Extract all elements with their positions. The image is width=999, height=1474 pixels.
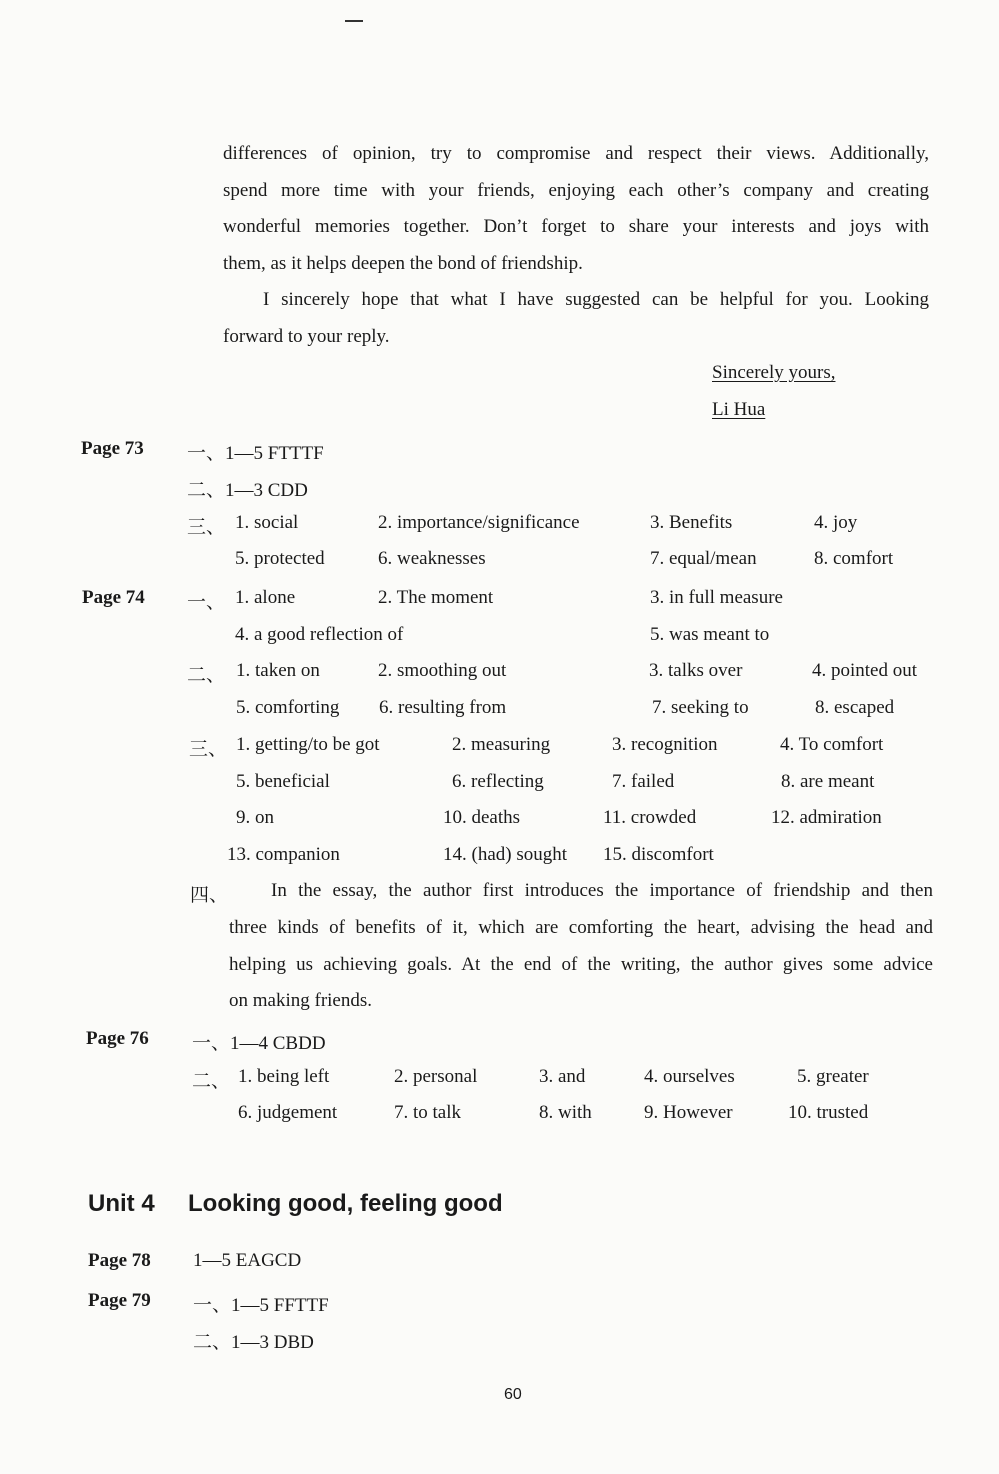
answer-item: 8. are meant [781, 771, 875, 792]
answer-line: 二、1—3 DBD [193, 1332, 314, 1353]
answer-line: 一、1—4 CBDD [192, 1033, 326, 1054]
summary-line: helping us achieving goals. At the end of the writing, the author gives some advice [229, 954, 933, 975]
unit-number: Unit 4 [88, 1190, 155, 1217]
page-number: 60 [504, 1386, 522, 1403]
answer-item: 1. taken on [236, 660, 320, 681]
answer-item: 4. pointed out [812, 660, 918, 681]
answer-item: 9. on [236, 807, 274, 828]
answer-item: 2. personal [394, 1066, 478, 1087]
summary-line: three kinds of benefits of it, which are comforting the heart, advising the head and [229, 917, 933, 938]
answer-item: 14. (had) sought [443, 844, 568, 865]
answer-item: 5. was meant to [650, 624, 770, 645]
letter-line: I sincerely hope that what I have suggested can be helpful for you. Looking [263, 289, 929, 310]
answer-line: 1—5 EAGCD [193, 1250, 302, 1271]
answer-item: 3. Benefits [650, 512, 733, 533]
answer-item: 8. comfort [814, 548, 894, 569]
summary-line: on making friends. [229, 990, 373, 1011]
answer-item: 1. social [235, 512, 299, 533]
page-label: Page 73 [81, 438, 144, 459]
letter-line: differences of opinion, try to compromise and respect their views. Additionally, [223, 143, 929, 164]
answer-item: 10. trusted [788, 1102, 869, 1123]
answer-item: 6. judgement [238, 1102, 338, 1123]
answer-line: 一、1—5 FTTTF [187, 443, 324, 464]
answer-item: 6. resulting from [379, 697, 507, 718]
page-label: Page 79 [88, 1290, 151, 1311]
answer-item: 1. getting/to be got [236, 734, 380, 755]
section-mark: 二、 [192, 1071, 231, 1092]
answer-item: 6. weaknesses [378, 548, 486, 569]
answer-item: 8. escaped [815, 697, 895, 718]
answer-item: 7. to talk [394, 1102, 462, 1123]
answer-item: 4. To comfort [780, 734, 884, 755]
summary-line: In the essay, the author first introduces the importance of friendship and then [271, 880, 933, 901]
section-mark: 一、 [187, 592, 226, 613]
answer-item: 11. crowded [603, 807, 697, 828]
answer-item: 2. smoothing out [378, 660, 507, 681]
answer-item: 5. protected [235, 548, 325, 569]
answer-item: 5. greater [797, 1066, 869, 1087]
answer-item: 2. measuring [452, 734, 551, 755]
section-mark: 四、 [190, 885, 229, 906]
answer-item: 5. beneficial [236, 771, 330, 792]
letter-line: wonderful memories together. Don’t forget to share your interests and joys with [223, 216, 929, 237]
answer-item: 2. importance/significance [378, 512, 580, 533]
letter-closing: Sincerely yours, [712, 362, 836, 383]
answer-line: 一、1—5 FFTTF [193, 1295, 329, 1316]
header-dash [345, 20, 363, 22]
section-mark: 三、 [187, 517, 226, 538]
answer-item: 8. with [539, 1102, 592, 1123]
answer-item: 2. The moment [378, 587, 494, 608]
answer-item: 1. being left [238, 1066, 330, 1087]
section-mark: 二、 [187, 665, 226, 686]
answer-item: 1. alone [235, 587, 296, 608]
answer-item: 3. talks over [649, 660, 743, 681]
answer-item: 4. joy [814, 512, 858, 533]
page-label: Page 78 [88, 1250, 151, 1271]
section-mark: 三、 [189, 739, 228, 760]
answer-item: 3. in full measure [650, 587, 783, 608]
answer-item: 7. equal/mean [650, 548, 757, 569]
answer-item: 15. discomfort [603, 844, 714, 865]
answer-item: 10. deaths [443, 807, 521, 828]
answer-item: 3. and [539, 1066, 586, 1087]
letter-line: spend more time with your friends, enjoying each other’s company and creating [223, 180, 929, 201]
answer-item: 4. a good reflection of [235, 624, 404, 645]
page-label: Page 76 [86, 1028, 149, 1049]
answer-item: 6. reflecting [452, 771, 544, 792]
answer-item: 4. ourselves [644, 1066, 735, 1087]
answer-item: 7. failed [612, 771, 675, 792]
letter-line: them, as it helps deepen the bond of friendship. [223, 253, 583, 274]
answer-item: 13. companion [227, 844, 340, 865]
letter-line: forward to your reply. [223, 326, 390, 347]
answer-item: 7. seeking to [652, 697, 749, 718]
page-label: Page 74 [82, 587, 145, 608]
answer-item: 3. recognition [612, 734, 718, 755]
answer-item: 9. However [644, 1102, 733, 1123]
answer-line: 二、1—3 CDD [187, 480, 308, 501]
answer-item: 5. comforting [236, 697, 340, 718]
unit-title: Looking good, feeling good [188, 1190, 503, 1217]
letter-signature: Li Hua [712, 399, 766, 420]
answer-item: 12. admiration [771, 807, 882, 828]
